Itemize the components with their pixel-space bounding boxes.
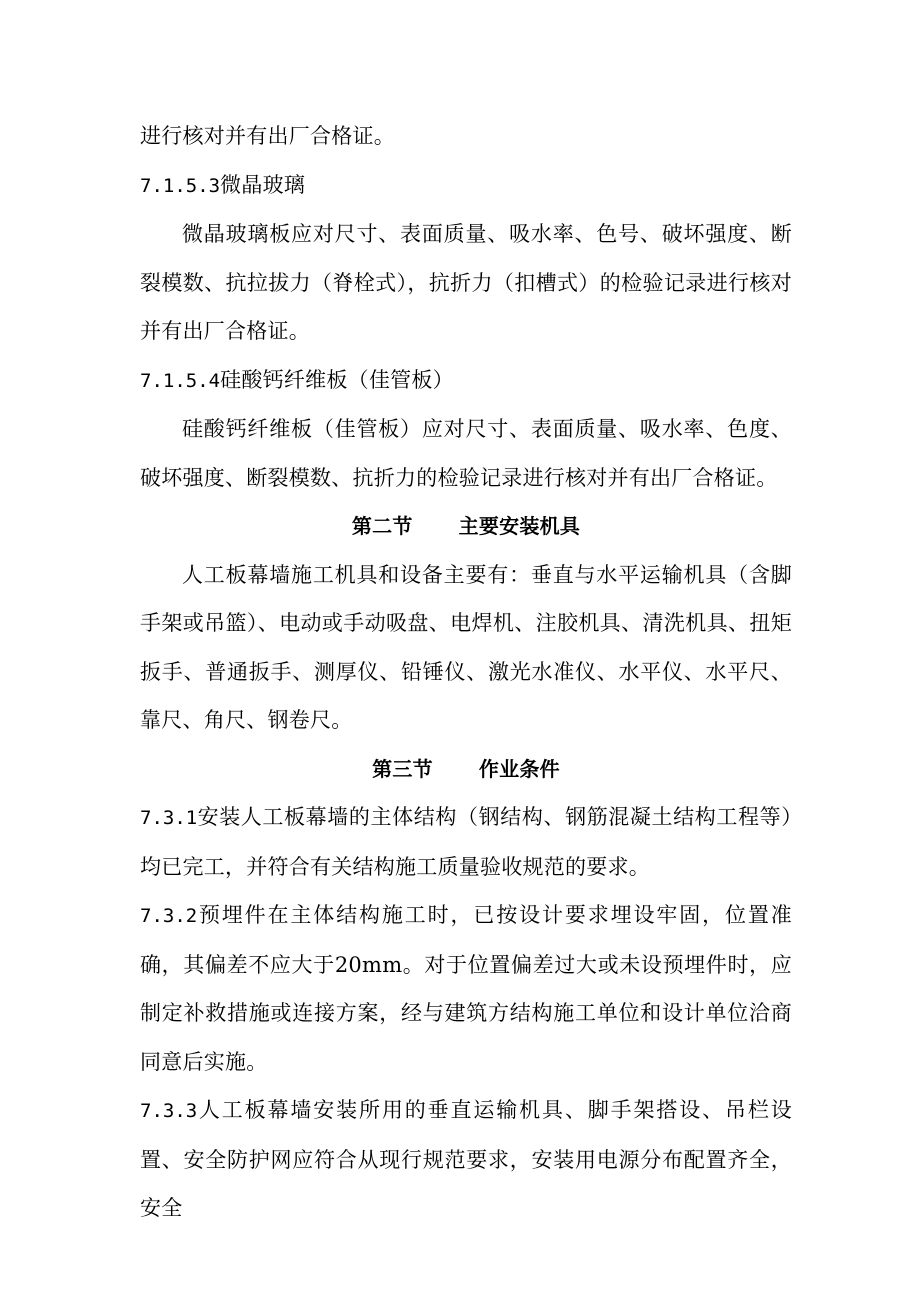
section-number: 第三节 (372, 756, 433, 781)
paragraph-calcium-silicate-board (140, 405, 792, 502)
clause-heading-7-1-5-4 (140, 356, 792, 406)
paragraph-text: 微晶玻璃板应对尺寸、表面质量、吸水率、色号、破坏强度、断裂模数、抗拉拔力（脊栓式），抗折力（扣槽式）的检验记录进行核对并有出厂合格证。 (140, 222, 792, 343)
section-heading-3 (140, 745, 792, 794)
clause-number: 7.1.5.4 (140, 369, 221, 392)
clause-7-3-2 (140, 891, 792, 1086)
section-title: 作业条件 (478, 756, 560, 781)
clause-text: 预埋件在主体结构施工时，已按设计要求埋设牢固，位置准确，其偏差不应大于20mm。对于位置偏差过大或未设预埋件时，应制定补救措施或连接方案，经与建筑方结构施工单位和设计单位洽商同意后实施。 (140, 903, 792, 1074)
document-body (140, 112, 792, 1233)
paragraph-continuation (140, 112, 792, 161)
clause-text: 安装人工板幕墙的主体结构（钢结构、钢筋混凝土结构工程等）均已完工，并符合有关结构施工质量验收规范的要求。 (140, 805, 792, 879)
clause-title: 硅酸钙纤维板（佳管板） (220, 367, 454, 392)
paragraph-text: 进行核对并有出厂合格证。 (140, 124, 395, 148)
paragraph-installation-tools (140, 551, 792, 745)
clause-number: 7.1.5.3 (140, 174, 221, 197)
section-number: 第二节 (351, 514, 413, 538)
clause-heading-7-1-5-3 (140, 161, 792, 211)
clause-7-3-1 (140, 793, 792, 891)
section-heading-2 (140, 502, 792, 551)
section-title: 主要安装机具 (458, 514, 581, 538)
clause-text: 人工板幕墙安装所用的垂直运输机具、脚手架搭设、吊栏设置、安全防护网应符合从现行规范要求，安装用电源分布配置齐全，安全 (140, 1098, 792, 1220)
clause-number: 7.3.2 (140, 905, 198, 927)
paragraph-text: 硅酸钙纤维板（佳管板）应对尺寸、表面质量、吸水率、色度、破坏强度、断裂模数、抗折力的检验记录进行核对并有出厂合格证。 (140, 417, 792, 490)
paragraph-microcrystal-glass (140, 210, 792, 356)
clause-7-3-3 (140, 1086, 792, 1233)
clause-title: 微晶玻璃 (220, 172, 306, 197)
clause-number: 7.3.1 (140, 807, 198, 829)
paragraph-text: 人工板幕墙施工机具和设备主要有：垂直与水平运输机具（含脚手架或吊篮）、电动或手动吸盘、电焊机、注胶机具、清洗机具、扭矩扳手、普通扳手、测厚仪、铅锤仪、激光水准仪、水平仪、水平尺、靠尺、角尺、钢卷尺。 (140, 562, 792, 732)
clause-number: 7.3.3 (140, 1100, 198, 1122)
